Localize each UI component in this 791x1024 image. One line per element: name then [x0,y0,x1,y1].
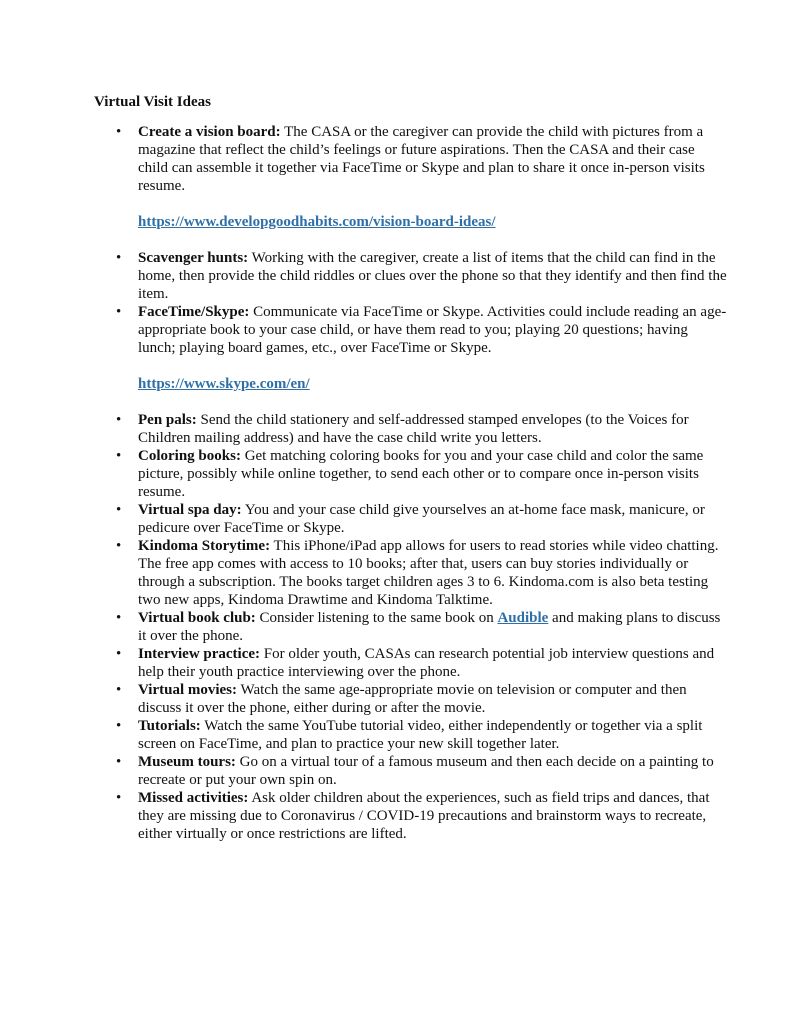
item-text: This iPhone/iPad app allows for users to read stories while video chatting. The free app comes with access to 10 books; after that, users can buy stories individually or through a subscription. The books target children ages 3 to 6. Kindoma.com is also beta testing two new apps, Kindoma Drawtime and Kindoma Talktime. [138,538,719,608]
vision-board-link[interactable]: https://www.developgoodhabits.com/vision-board-ideas/ [138,214,496,230]
item-text: You and your case child give yourselves an at-home face mask, manicure, or pedicure over FaceTime or Skype. [138,502,705,536]
item-term: Pen pals: [138,412,197,428]
list-item-tutorials [94,717,728,753]
item-text: Get matching coloring books for you and your case child and color the same picture, possibly while online together, to send each other or to compare once in-person visits resume. [138,448,704,500]
ideas-list [94,123,731,195]
list-item-pen-pals [94,411,728,447]
list-item-interview-practice [94,645,728,681]
item-term: FaceTime/Skype: [138,304,250,320]
item-term: Virtual book club: [138,610,256,626]
list-item-vision-board [94,123,728,195]
item-text: Watch the same age-appropriate movie on television or computer and then discuss it over the phone, either during or after the movie. [138,682,687,716]
item-text: For older youth, CASAs can research potential job interview questions and help their youth practice interviewing over the phone. [138,646,715,680]
item-term: Missed activities: [138,790,249,806]
item-text-before: Consider listening to the same book on [255,610,498,626]
item-term: Tutorials: [138,718,201,734]
item-term: Museum tours: [138,754,236,770]
item-text: The CASA or the caregiver can provide the child with pictures from a magazine that reflect the child’s feelings or future aspirations. Then the CASA and their case child can assemble it together via FaceTime or Skype and plan to share it once in-person visits resume. [138,124,705,194]
item-term: Interview practice: [138,646,261,662]
list-item-kindoma-storytime [94,537,728,609]
list-item-virtual-book-club [94,609,728,645]
item-term: Create a vision board: [138,124,281,140]
item-term: Virtual spa day: [138,502,242,518]
item-text: Communicate via FaceTime or Skype. Activities could include reading an age-appropriate book to your case child, or have them read to you; playing 20 questions; having lunch; playing board games, etc., over FaceTime or Skype. [138,304,727,356]
skype-link[interactable]: https://www.skype.com/en/ [138,376,310,392]
item-text: Watch the same YouTube tutorial video, either independently or together via a split screen on FaceTime, and plan to practice your new skill together later. [138,718,703,752]
list-item-scavenger-hunts [94,249,728,303]
document-title: Virtual Visit Ideas [94,94,211,110]
item-term: Scavenger hunts: [138,250,249,266]
item-text: Go on a virtual tour of a famous museum and then each decide on a painting to recreate or put your own spin on. [138,754,714,788]
skype-link-row [94,375,731,393]
item-text: Working with the caregiver, create a list of items that the child can find in the home, then provide the child riddles or clues over the phone so that they identify and then find the item. [138,250,727,302]
list-item-facetime-skype [94,303,728,357]
item-term: Virtual movies: [138,682,238,698]
list-item-coloring-books [94,447,728,501]
item-text: Send the child stationery and self-addressed stamped envelopes (to the Voices for Children mailing address) and have the case child write you letters. [138,412,689,446]
vision-board-link-row [94,213,731,231]
list-item-virtual-spa-day [94,501,728,537]
item-text: Ask older children about the experiences, such as field trips and dances, that they are missing due to Coronavirus / COVID-19 precautions and brainstorm ways to recreate, either virtually or once restrictions are lifted. [138,790,710,842]
ideas-list [94,249,731,357]
item-term: Coloring books: [138,448,241,464]
item-term: Kindoma Storytime: [138,538,271,554]
list-item-virtual-movies [94,681,728,717]
audible-link[interactable]: Audible [497,610,549,626]
item-text-after: and making plans to discuss it over the phone. [138,610,721,644]
list-item-museum-tours [94,753,728,789]
list-item-missed-activities [94,789,728,843]
ideas-list [94,411,731,843]
